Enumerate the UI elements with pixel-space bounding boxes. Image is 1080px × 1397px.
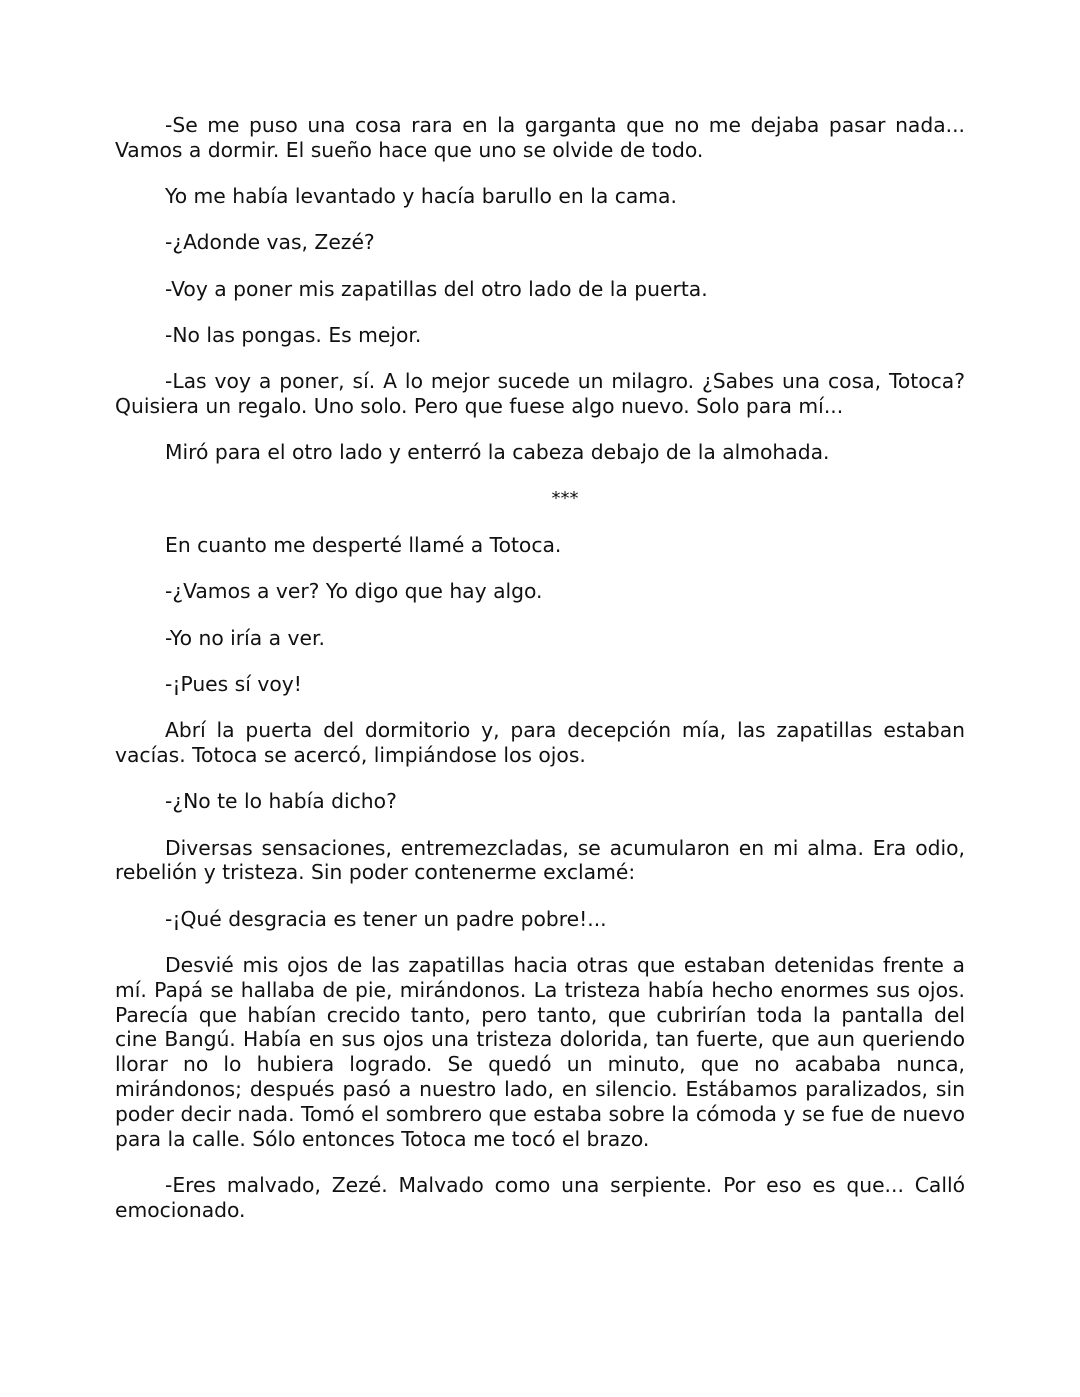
paragraph: -Las voy a poner, sí. A lo mejor sucede un milagro. ¿Sabes una cosa, Totoca? Quisiera un regalo. Uno solo. Pero que fuese algo nuevo. Solo para mí... <box>115 369 965 419</box>
paragraph: Miró para el otro lado y enterró la cabeza debajo de la almohada. <box>165 440 830 465</box>
paragraph: Yo me había levantado y hacía barullo en la cama. <box>165 184 677 209</box>
paragraph: -¿Adonde vas, Zezé? <box>165 230 375 255</box>
paragraph: -Voy a poner mis zapatillas del otro lado de la puerta. <box>165 276 708 301</box>
paragraph: -¿No te lo había dicho? <box>165 789 397 814</box>
paragraph: Abrí la puerta del dormitorio y, para decepción mía, las zapatillas estaban vacías. Totoca se acercó, limpiándose los ojos. <box>115 718 965 767</box>
paragraph: -¡Qué desgracia es tener un padre pobre!... <box>165 906 607 931</box>
paragraph: En cuanto me desperté llamé a Totoca. <box>165 532 562 557</box>
paragraph: -Se me puso una cosa rara en la garganta que no me dejaba pasar nada... Vamos a dormir. El sueño hace que uno se olvide de todo. <box>115 113 965 162</box>
section-separator: *** <box>551 487 579 509</box>
paragraph: -No las pongas. Es mejor. <box>165 322 422 347</box>
paragraph: -¿Vamos a ver? Yo digo que hay algo. <box>165 579 543 604</box>
paragraph: -¡Pues sí voy! <box>165 671 302 696</box>
paragraph: -Eres malvado, Zezé. Malvado como una serpiente. Por eso es que... Calló emocionado. <box>115 1172 965 1222</box>
document-page <box>115 113 965 1244</box>
paragraph: Diversas sensaciones, entremezcladas, se acumularon en mi alma. Era odio, rebelión y tristeza. Sin poder contenerme exclamé: <box>115 835 965 885</box>
paragraph: Desvié mis ojos de las zapatillas hacia otras que estaban detenidas frente a mí. Papá se hallaba de pie, mirándonos. La tristeza había hecho enormes sus ojos. Parecía que habían crecido tanto, pero tanto, que cubrirían toda la pantalla del cine Bangú. Había en sus ojos una tristeza dolorida, tan fuerte, que aun queriendo llorar no lo hubiera logrado. Se quedó un minuto, que no acababa nunca, mirándonos; después pasó a nuestro lado, en silencio. Estábamos paralizados, sin poder decir nada. Tomó el sombrero que estaba sobre la cómoda y se fue de nuevo para la calle. Sólo entonces Totoca me tocó el brazo. <box>115 952 965 1151</box>
paragraph: -Yo no iría a ver. <box>165 625 325 650</box>
